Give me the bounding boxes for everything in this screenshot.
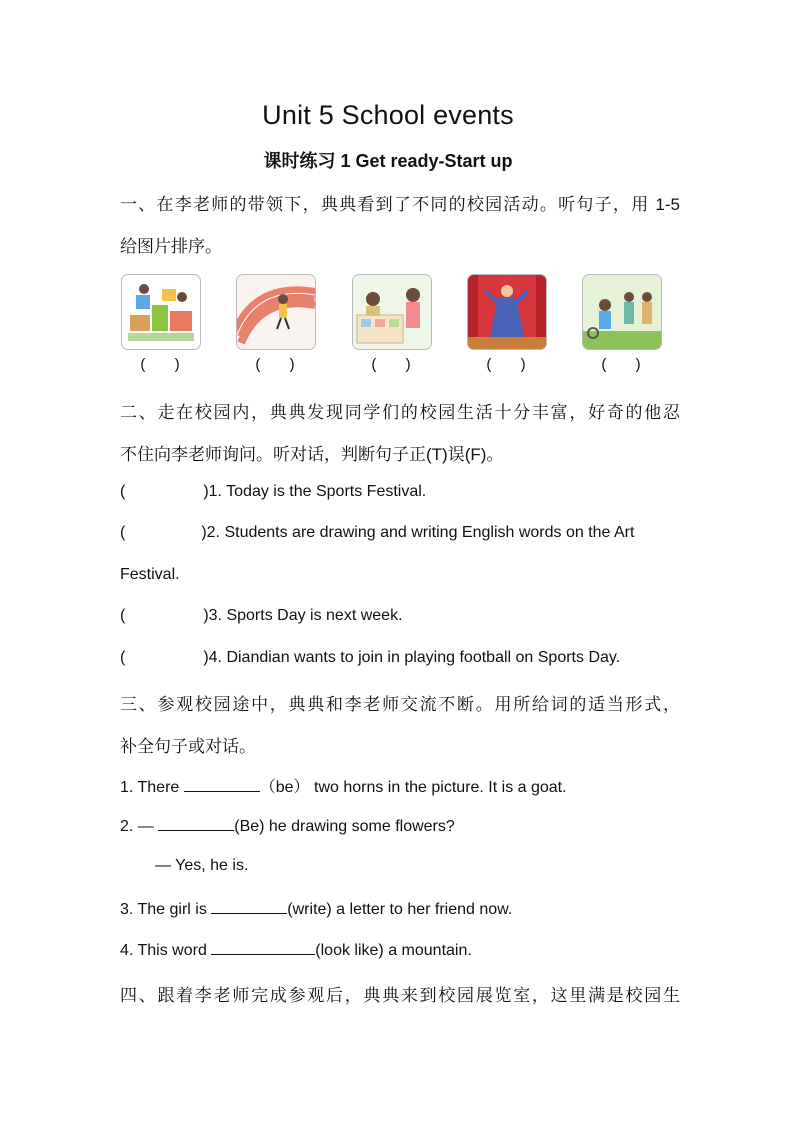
tf-sentence: )3. Sports Day is next week. bbox=[203, 607, 403, 624]
fill-text: 1. There bbox=[120, 779, 184, 796]
tf-paren: ( bbox=[120, 483, 126, 500]
tf-item-4 bbox=[120, 649, 680, 667]
fill-text: 3. The girl is bbox=[120, 901, 212, 918]
tf-item-3 bbox=[120, 607, 680, 625]
fill-blank-4[interactable] bbox=[211, 940, 315, 955]
answer-paren-2: ( ) bbox=[255, 356, 295, 373]
fill-blank-2[interactable] bbox=[158, 816, 234, 831]
tf-item-2-continued: Festival. bbox=[120, 566, 180, 583]
tf-sentence: )2. Students are drawing and writing English words on the Art bbox=[201, 524, 635, 541]
tf-paren: ( bbox=[120, 524, 126, 541]
nature-trip-picture bbox=[582, 274, 662, 350]
fill-blank-1[interactable] bbox=[184, 777, 260, 792]
picture-row bbox=[121, 274, 681, 374]
section3-instruction-line2: 补全句子或对话。 bbox=[120, 737, 256, 756]
answer-paren-1: ( ) bbox=[140, 356, 180, 373]
fill-blank-3[interactable] bbox=[211, 899, 287, 914]
answer-paren-5: ( ) bbox=[601, 356, 641, 373]
fill-item-1 bbox=[120, 774, 680, 797]
answer-paren-3: ( ) bbox=[371, 356, 411, 373]
section2-instruction-line1: 二、走在校园内，典典发现同学们的校园生活十分丰富，好奇的他忍 bbox=[120, 403, 680, 422]
tf-paren: ( bbox=[120, 649, 126, 666]
fill-item-2-reply: — Yes, he is. bbox=[155, 857, 249, 874]
section2-instruction-line2: 不住向李老师询问。听对话，判断句子正(T)误(F)。 bbox=[120, 445, 504, 464]
section4-instruction-line1: 四、跟着李老师完成参观后，典典来到校园展览室，这里满是校园生 bbox=[120, 986, 680, 1005]
fill-text: (look like) a mountain. bbox=[315, 942, 472, 959]
fill-item-3 bbox=[120, 899, 680, 919]
tf-sentence: )1. Today is the Sports Festival. bbox=[203, 483, 427, 500]
stage-performance-picture bbox=[467, 274, 547, 350]
fill-text: 4. This word bbox=[120, 942, 212, 959]
section3-instruction-line1: 三、参观校园途中，典典和李老师交流不断。用所给词的适当形式， bbox=[120, 695, 680, 714]
fill-text: 2. — bbox=[120, 818, 159, 835]
tf-item-2 bbox=[120, 524, 680, 542]
tf-item-1 bbox=[120, 483, 680, 501]
fill-item-4 bbox=[120, 940, 680, 960]
fill-item-2 bbox=[120, 816, 680, 836]
page-title: Unit 5 School events bbox=[262, 100, 514, 130]
tf-sentence: )4. Diandian wants to join in playing football on Sports Day. bbox=[203, 649, 621, 666]
art-show-picture bbox=[352, 274, 432, 350]
answer-paren-4: ( ) bbox=[486, 356, 526, 373]
lesson-subtitle: 课时练习 1 Get ready-Start up bbox=[263, 151, 513, 171]
running-track-picture bbox=[236, 274, 316, 350]
tf-paren: ( bbox=[120, 607, 126, 624]
fill-text: （be） two horns in the picture. It is a goat. bbox=[259, 779, 567, 796]
section1-instruction-line1: 一、在李老师的带领下，典典看到了不同的校园活动。听句子，用 1-5 bbox=[120, 195, 680, 214]
building-blocks-picture bbox=[121, 274, 201, 350]
section1-instruction-line2: 给图片排序。 bbox=[120, 237, 222, 256]
fill-text: (Be) he drawing some flowers? bbox=[234, 818, 455, 835]
fill-text: (write) a letter to her friend now. bbox=[287, 901, 513, 918]
